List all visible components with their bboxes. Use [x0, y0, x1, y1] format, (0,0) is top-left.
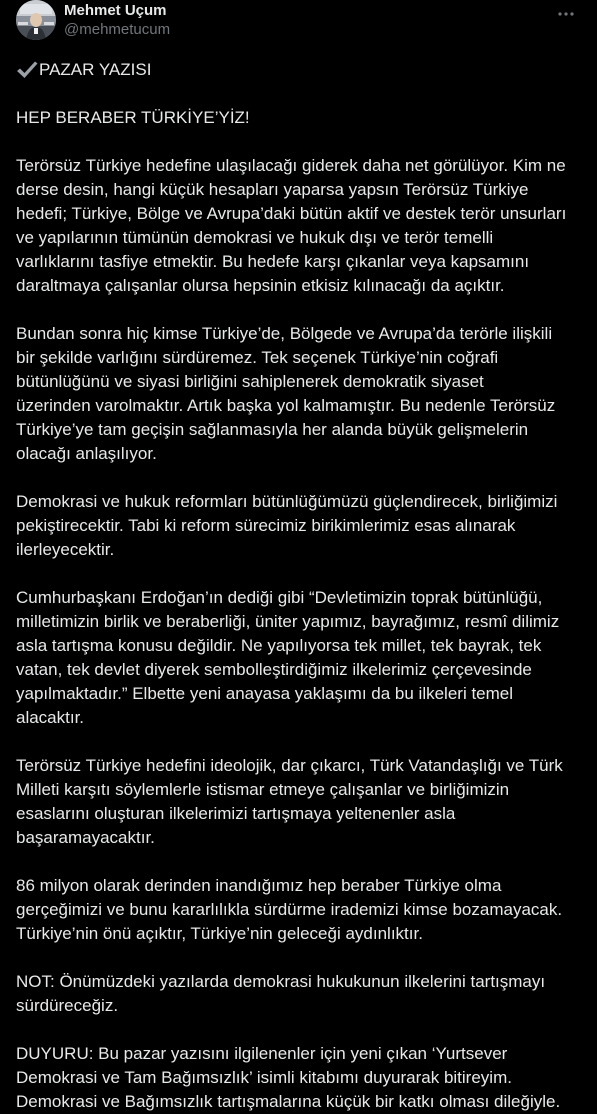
- post-text-line: Milleti karşıtı söylemlerle istismar etmeye çalışanlar ve birliğimizin: [16, 780, 510, 799]
- post-text-line: ilerleyecektir.: [16, 540, 115, 559]
- post-headline: [16, 58, 591, 82]
- more-button[interactable]: [551, 0, 581, 24]
- post-text-line: Terörsüz Türkiye hedefine ulaşılacağı giderek daha net görülüyor. Kim ne: [16, 156, 566, 175]
- post-text-line: 86 milyon olarak derinden inandığımız hep beraber Türkiye olma: [16, 876, 502, 895]
- post-header: [16, 0, 581, 48]
- post-text-line: esaslarını oluşturan ilkelerimizi tartışmaya yeltenenler asla: [16, 804, 456, 823]
- heavy-check-mark-icon: [16, 60, 38, 80]
- post-text-line: Demokrasi ve Bağımsızlık tartışmalarına küçük bir katkı olması dileğiyle.: [16, 1092, 561, 1111]
- post-text-line: NOT: Önümüzdeki yazılarda demokrasi hukukunun ilkelerini tartışmayı: [16, 972, 546, 991]
- post-paragraph: [16, 1042, 591, 1114]
- display-name[interactable]: Mehmet Uçum: [64, 2, 167, 19]
- post-text-line: sürdüreceğiz.: [16, 996, 119, 1015]
- post-text-line: pekiştirecektir. Tabi ki reform sürecimiz birikimlerimiz esas alınarak: [16, 516, 516, 535]
- post-paragraph: [16, 322, 591, 466]
- post-text-line: Bundan sonra hiç kimse Türkiye’de, Bölgede ve Avrupa’da terörle ilişkili: [16, 324, 553, 343]
- post-headline-text: PAZAR YAZISI: [39, 60, 152, 79]
- post-text: [16, 58, 591, 1114]
- post-paragraph: [16, 490, 591, 562]
- post-text-line: Terörsüz Türkiye hedefini ideolojik, dar çıkarcı, Türk Vatandaşlığı ve Türk: [16, 756, 563, 775]
- post-text-line: HEP BERABER TÜRKİYE’YİZ!: [16, 108, 250, 127]
- paragraph-gap: [16, 850, 591, 874]
- post-text-line: Cumhurbaşkanı Erdoğan’ın dediği gibi “Devletimizin toprak bütünlüğü,: [16, 588, 543, 607]
- post-text-line: DUYURU: Bu pazar yazısını ilgilenenler için yeni çıkan ‘Yurtsever: [16, 1044, 508, 1063]
- post-text-line: Türkiye’ye tam geçişin sağlanmasıyla her alanda büyük gelişmelerin: [16, 420, 529, 439]
- post-text-line: vatan, tek devlet diyerek sembolleştirdiğimiz ilkelerimiz çerçevesinde: [16, 660, 532, 679]
- post-paragraph: [16, 754, 591, 850]
- post-text-line: bir şekilde varlığını sürdüremez. Tek seçenek Türkiye’nin coğrafi: [16, 348, 499, 367]
- post-paragraph: [16, 154, 591, 298]
- paragraph-gap: [16, 730, 591, 754]
- more-horizontal-icon: [556, 2, 576, 22]
- post-text-line: varlıklarını tasfiye etmektir. Bu hedefe karşı çıkanlar veya kapsamını: [16, 252, 530, 271]
- paragraph-gap: [16, 562, 591, 586]
- post-text-line: ve yapılarının tümünün demokrasi ve hukuk dışı ve terör temelli: [16, 228, 494, 247]
- post-text-line: gerçeğimizi ve bunu kararlılıkla sürdürme irademizi kimse bozamayacak.: [16, 900, 563, 919]
- paragraph-gap: [16, 130, 591, 154]
- post-text-line: asla tartışma konusu değildir. Ne yapılıyorsa tek millet, tek bayrak, tek: [16, 636, 542, 655]
- post-text-line: Demokrasi ve hukuk reformları bütünlüğümüzü güçlendirecek, birliğimizi: [16, 492, 558, 511]
- author-names: [64, 2, 170, 40]
- paragraph-gap: [16, 946, 591, 970]
- paragraph-gap: [16, 298, 591, 322]
- post-text-line: yapılmaktadır.” Elbette yeni anayasa yaklaşımı da bu ilkeleri temel: [16, 684, 514, 703]
- post-text-line: üzerinden varolmaktır. Artık başka yol kalmamıştır. Bu nedenle Terörsüz: [16, 396, 556, 415]
- avatar[interactable]: [16, 0, 56, 40]
- post-text-line: hedefi; Türkiye, Bölge ve Avrupa’daki bütün aktif ve destek terör unsurları: [16, 204, 567, 223]
- post-text-line: milletimizin birlik ve beraberliği, üniter yapımız, bayrağımız, resmî dilimiz: [16, 612, 560, 631]
- post-text-line: alacaktır.: [16, 708, 85, 727]
- paragraph-gap: [16, 82, 591, 106]
- profile-photo-icon: [16, 0, 56, 40]
- post-text-line: başaramayacaktır.: [16, 828, 155, 847]
- post-paragraph: [16, 586, 591, 730]
- post-paragraph: [16, 106, 591, 130]
- post-paragraph: [16, 874, 591, 946]
- handle[interactable]: @mehmetucum: [64, 21, 171, 38]
- post-text-line: derse desin, hangi küçük hesapları yaparsa yapsın Terörsüz Türkiye: [16, 180, 529, 199]
- post-text-line: bütünlüğünü ve siyasi birliğini sahiplenerek demokratik siyaset: [16, 372, 484, 391]
- post-text-line: daraltmaya çalışanlar olursa hepsinin etkisiz kılınacağı da açıktır.: [16, 276, 505, 295]
- post-text-line: Türkiye’nin önü açıktır, Türkiye’nin geleceği aydınlıktır.: [16, 924, 423, 943]
- post-paragraph: [16, 970, 591, 1018]
- paragraph-gap: [16, 466, 591, 490]
- post-text-line: olacağı anlaşılıyor.: [16, 444, 157, 463]
- paragraph-gap: [16, 1018, 591, 1042]
- post-text-line: Demokrasi ve Tam Bağımsızlık’ isimli kitabımı duyurarak bitireyim.: [16, 1068, 512, 1087]
